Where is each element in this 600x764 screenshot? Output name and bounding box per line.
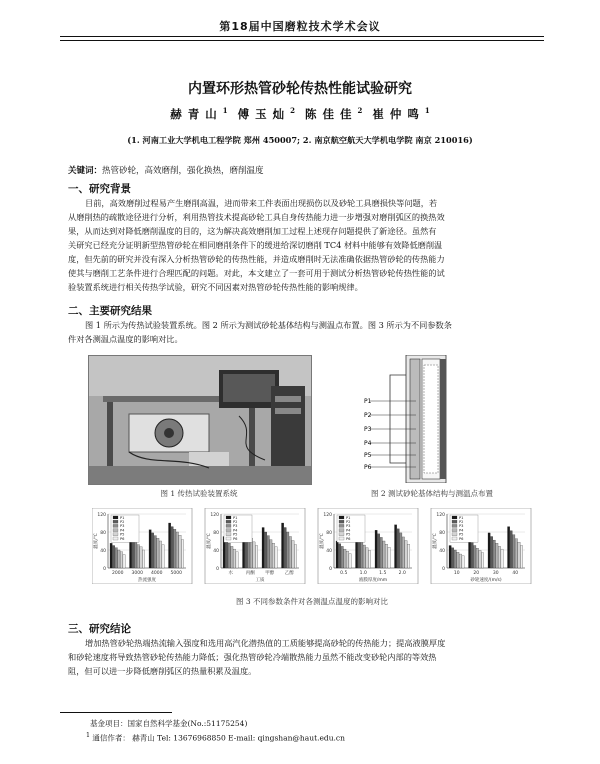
bar: [518, 542, 520, 568]
section-heading: 二、主要研究结果: [68, 305, 152, 317]
bar: [449, 546, 451, 569]
bar: [181, 540, 183, 568]
x-axis-label: 液膜厚度/mm: [358, 578, 388, 583]
bar: [140, 547, 142, 568]
bar: [174, 529, 176, 568]
bar: [405, 541, 407, 568]
bar: [346, 551, 348, 568]
bar: [341, 546, 343, 568]
bar: [491, 537, 493, 569]
bar: [488, 533, 490, 568]
legend-swatch: [226, 516, 231, 519]
point-label: P1: [364, 398, 372, 405]
point-label: P6: [364, 464, 372, 471]
legend-label: P3: [459, 524, 464, 529]
legend-swatch: [226, 520, 231, 523]
text-line: 验装置系统进行相关传热学试验，研究不同因素对热管砂轮传热性能的影响规律。: [68, 282, 363, 292]
legend-label: P2: [233, 520, 238, 524]
bar: [368, 550, 370, 568]
legend-label: P5: [233, 532, 238, 537]
x-tick-label: 甲醇: [265, 571, 275, 576]
legend-swatch: [113, 529, 118, 532]
bar: [513, 535, 515, 568]
author-affil-mark: 2: [290, 106, 295, 116]
x-axis-label: 砂轮速度/(m/s): [470, 578, 502, 583]
bar: [407, 544, 409, 568]
text-line: 从磨削热的疏散途径进行分析，利用热管技术提高砂轮工具自身传热能力进一步增强对磨削弧区的换热效: [68, 212, 445, 222]
bar: [236, 552, 238, 568]
bar: [400, 533, 402, 568]
bar: [402, 537, 404, 568]
point-label: P5: [364, 452, 372, 459]
conclusion-paragraph: [68, 636, 546, 678]
bar: [171, 527, 173, 568]
footnote-contact-text: 通信作者： 赫青山 Tel: 13676968850 E-mail: qingshan@haut.edu.cn: [92, 733, 345, 743]
text-line: 度，但先前的研究并没有深入分析热管砂轮的传热性能，并造成磨削时无法准确依据热管砂轮的传热能力: [68, 254, 445, 264]
bar: [284, 528, 286, 569]
x-tick-label: 0.5: [340, 571, 348, 576]
bar: [179, 535, 181, 568]
y-tick-label: 0: [216, 567, 219, 572]
chart-legend: [224, 515, 252, 542]
legend-swatch: [452, 537, 457, 540]
bar: [452, 548, 454, 568]
bar: [469, 540, 471, 568]
bar: [231, 546, 233, 568]
bar: [137, 545, 139, 568]
legend-swatch: [339, 516, 344, 519]
bar: [253, 542, 255, 568]
figure-2-diagram: [350, 355, 450, 483]
bar: [501, 549, 503, 568]
bar: [496, 543, 498, 568]
keywords-line: [68, 164, 264, 176]
legend-swatch: [339, 520, 344, 523]
apparatus-photo: [89, 356, 311, 484]
x-tick-label: 20: [473, 571, 480, 576]
legend-swatch: [452, 524, 457, 527]
x-tick-label: 2000: [112, 571, 124, 576]
header-rule-bottom: [60, 40, 544, 41]
legend-swatch: [113, 524, 118, 527]
affiliations: (1. 河南工业大学机电工程学院 郑州 450007; 2. 南京航空航天大学机电学院 南京 210016): [127, 135, 473, 145]
bar: [262, 528, 264, 569]
bar: [454, 550, 456, 568]
bar: [123, 555, 125, 569]
bar: [265, 532, 267, 568]
bar: [481, 553, 483, 568]
y-tick-label: 80: [326, 531, 332, 536]
legend-swatch: [339, 537, 344, 540]
legend-label: P6: [233, 536, 238, 541]
author-name: 赫青山: [170, 107, 223, 121]
y-tick-label: 0: [103, 567, 106, 572]
bar: [118, 550, 120, 568]
bar: [366, 548, 368, 568]
figure-3-svg: [92, 508, 532, 584]
bar: [226, 540, 228, 568]
author-affil-mark: 1: [222, 106, 228, 116]
x-tick-label: 5000: [170, 571, 182, 576]
bar: [479, 550, 481, 568]
y-tick-label: 40: [439, 549, 445, 554]
legend-label: P6: [346, 536, 351, 541]
legend-swatch: [452, 533, 457, 536]
bar: [159, 541, 161, 568]
y-tick-label: 40: [326, 549, 332, 554]
author-name: 崔仲鸣: [372, 107, 425, 121]
author-affil-mark: 1: [424, 106, 430, 116]
bar: [349, 554, 351, 568]
legend-label: P6: [120, 536, 125, 541]
results-paragraph: [68, 318, 546, 346]
bar: [270, 540, 272, 568]
y-tick-label: 120: [436, 513, 445, 518]
legend-label: P5: [346, 532, 351, 537]
y-tick-label: 40: [100, 549, 106, 554]
chart-legend: [111, 515, 139, 542]
bar: [375, 530, 377, 568]
text-line: 使其与磨削工艺条件进行合理匹配的问题。对此，本文建立了一套可用于测试分析热管砂轮传热性能的试: [68, 268, 445, 278]
bar: [120, 552, 122, 568]
bar-chart-1: [92, 508, 192, 584]
bar: [272, 543, 274, 568]
bar: [395, 525, 397, 568]
x-tick-label: 1.0: [359, 571, 367, 576]
bar: [380, 537, 382, 568]
legend-label: P4: [346, 528, 351, 533]
bar: [289, 537, 291, 569]
bar: [339, 544, 341, 568]
author-name: 傅玉灿: [237, 107, 291, 121]
bar: [474, 546, 476, 569]
x-tick-label: 1.5: [379, 571, 387, 576]
legend-swatch: [113, 537, 118, 540]
y-tick-label: 0: [442, 567, 445, 572]
legend-label: P1: [346, 515, 351, 520]
bar: [275, 547, 277, 568]
point-label: P4: [364, 440, 372, 447]
bar: [476, 548, 478, 568]
bar: [169, 523, 171, 568]
text-line: 增加热管砂轮热端热流输入强度和选用高汽化潜热值的工质能够提高砂轮的传热能力；提高液膜厚度: [85, 638, 446, 648]
legend-label: P2: [120, 520, 125, 524]
footnote-contact: [86, 732, 345, 744]
bar: [471, 543, 473, 568]
bar: [142, 550, 144, 568]
y-axis-label: 温度/℃: [433, 533, 438, 549]
bar: [152, 533, 154, 568]
legend-label: P2: [459, 520, 464, 524]
bar: [378, 534, 380, 568]
bar: [228, 543, 230, 568]
legend-label: P4: [459, 528, 464, 533]
chart-legend: [450, 515, 478, 542]
text-line: 件对各测温点温度的影响对比。: [68, 334, 183, 344]
figure-1-photo: [88, 355, 312, 485]
paper-title: 内置环形热管砂轮传热性能试验研究: [188, 81, 412, 97]
legend-label: P1: [120, 515, 125, 520]
legend-label: P1: [233, 515, 238, 520]
bar-chart-3: [318, 508, 418, 584]
legend-swatch: [339, 533, 344, 536]
bar: [135, 542, 137, 568]
bar: [457, 552, 459, 568]
bar: [363, 545, 365, 568]
header-rule-top: [60, 36, 544, 37]
bar: [113, 546, 115, 569]
bar-chart-4: [431, 508, 531, 584]
legend-swatch: [226, 533, 231, 536]
legend-label: P1: [459, 515, 464, 520]
legend-label: P4: [233, 528, 238, 533]
bar: [294, 545, 296, 568]
y-axis-label: 温度/℃: [94, 533, 99, 549]
legend-swatch: [226, 537, 231, 540]
bar: [358, 539, 360, 568]
background-paragraph: [68, 196, 546, 294]
y-tick-label: 80: [100, 531, 106, 536]
x-tick-label: 40: [512, 571, 519, 576]
text-line: 目前，高效磨削过程易产生磨削高温，进而带来工件表面出现损伤以及砂轮工具磨损快等问题，若: [85, 198, 438, 208]
chart-legend: [337, 515, 365, 542]
bar: [510, 531, 512, 568]
text-line: 阻，但可以进一步降低磨削弧区的热量积累及温度。: [68, 666, 257, 676]
bar: [498, 546, 500, 568]
text-line: 图 1 所示为传热试验装置系统。图 2 所示为测试砂轮基体结构与测温点布置。图 3 所示为不同参数条: [85, 320, 452, 330]
legend-label: P3: [346, 524, 351, 529]
legend-swatch: [113, 533, 118, 536]
bar: [250, 538, 252, 568]
bar: [361, 542, 363, 568]
legend-label: P3: [233, 524, 238, 529]
footnote-mark: 1: [86, 732, 90, 739]
x-axis-label: 工质: [255, 578, 265, 583]
bar: [255, 546, 257, 569]
y-tick-label: 40: [213, 549, 219, 554]
bar: [292, 541, 294, 568]
figure-3-charts: [92, 508, 532, 584]
y-tick-label: 80: [439, 531, 445, 536]
y-axis-label: 温度/℃: [320, 533, 325, 549]
bar: [233, 549, 235, 568]
bar-chart-2: [205, 508, 305, 584]
conference-header: 第18届中国磨粒技术学术会议: [219, 20, 381, 33]
text-line: 果，从而达到对降低磨削温度的目的，这为解决高效磨削加工过程上述现存问题提供了新途径。虽然有: [68, 226, 437, 236]
author-name: 陈佳佳: [305, 107, 358, 121]
legend-swatch: [339, 529, 344, 532]
author-list: [0, 106, 600, 122]
section-heading: 一、研究背景: [68, 183, 131, 195]
legend-swatch: [452, 529, 457, 532]
x-tick-label: 水: [228, 571, 233, 576]
bar: [132, 539, 134, 568]
x-tick-label: 4000: [151, 571, 163, 576]
bar: [459, 554, 461, 568]
figure-2-caption: 图 2 测试砂轮基体结构与测温点布置: [370, 489, 494, 498]
footnote-funding: 基金项目：国家自然科学基金(No.:51175254): [90, 719, 248, 728]
legend-label: P5: [459, 532, 464, 537]
legend-swatch: [226, 529, 231, 532]
wheel-structure-diagram: [350, 355, 450, 483]
keywords-label: 关键词：: [68, 166, 103, 176]
bar: [385, 544, 387, 568]
legend-label: P6: [459, 536, 464, 541]
bar: [287, 532, 289, 568]
bar: [176, 532, 178, 568]
x-axis-label: 热流强度: [138, 578, 156, 583]
legend-label: P2: [346, 520, 351, 524]
y-tick-label: 80: [213, 531, 219, 536]
x-tick-label: 乙醇: [284, 571, 294, 576]
legend-swatch: [226, 524, 231, 527]
y-axis-label: 温度/℃: [207, 533, 212, 549]
bar: [110, 543, 112, 568]
y-tick-label: 0: [329, 567, 332, 572]
x-tick-label: 10: [453, 571, 460, 576]
bar: [388, 547, 390, 568]
figure-1-caption: 图 1 传热试验装置系统: [160, 489, 238, 498]
bar: [462, 556, 464, 568]
bar: [149, 530, 151, 568]
x-tick-label: 2.0: [398, 571, 406, 576]
bar: [336, 541, 338, 568]
figure-3-caption: 图 3 不同参数条件对各测温点温度的影响对比: [235, 597, 389, 606]
text-line: 和砂轮速度将导致热管砂轮传热能力降低；强化热管砂轮冷端散热能力虽然不能改变砂轮内部的等效热: [68, 652, 437, 662]
bar: [157, 538, 159, 568]
x-tick-label: 30: [492, 571, 499, 576]
x-tick-label: 丙酮: [245, 571, 255, 576]
bar: [515, 539, 517, 568]
bar: [282, 523, 284, 568]
author-affil-mark: 2: [357, 106, 363, 116]
legend-swatch: [113, 516, 118, 519]
bar: [520, 546, 522, 569]
legend-swatch: [113, 520, 118, 523]
bar: [397, 529, 399, 568]
legend-label: P4: [120, 528, 125, 533]
point-label: P2: [364, 412, 372, 419]
keywords-text: 热管砂轮，高效磨削，强化换热，磨削温度: [102, 166, 264, 176]
legend-swatch: [452, 520, 457, 523]
section-heading: 三、研究结论: [68, 623, 131, 635]
legend-label: P5: [120, 532, 125, 537]
legend-swatch: [452, 516, 457, 519]
y-tick-label: 120: [323, 513, 332, 518]
bar: [154, 536, 156, 568]
y-tick-label: 120: [210, 513, 219, 518]
bar: [162, 545, 164, 568]
x-tick-label: 3000: [131, 571, 143, 576]
legend-label: P3: [120, 524, 125, 529]
bar: [493, 540, 495, 568]
point-label: P3: [364, 426, 372, 433]
bar: [344, 549, 346, 568]
footnote-rule: [60, 712, 172, 713]
legend-swatch: [339, 524, 344, 527]
bar: [508, 527, 510, 568]
bar: [267, 536, 269, 568]
bar: [115, 548, 117, 568]
text-line: 关研究已经充分证明新型热管砂轮在相同磨削条件下的缓进给深切磨削 TC4 材料中能够有效降低磨削温: [68, 240, 443, 250]
y-tick-label: 120: [97, 513, 106, 518]
bar: [383, 541, 385, 568]
